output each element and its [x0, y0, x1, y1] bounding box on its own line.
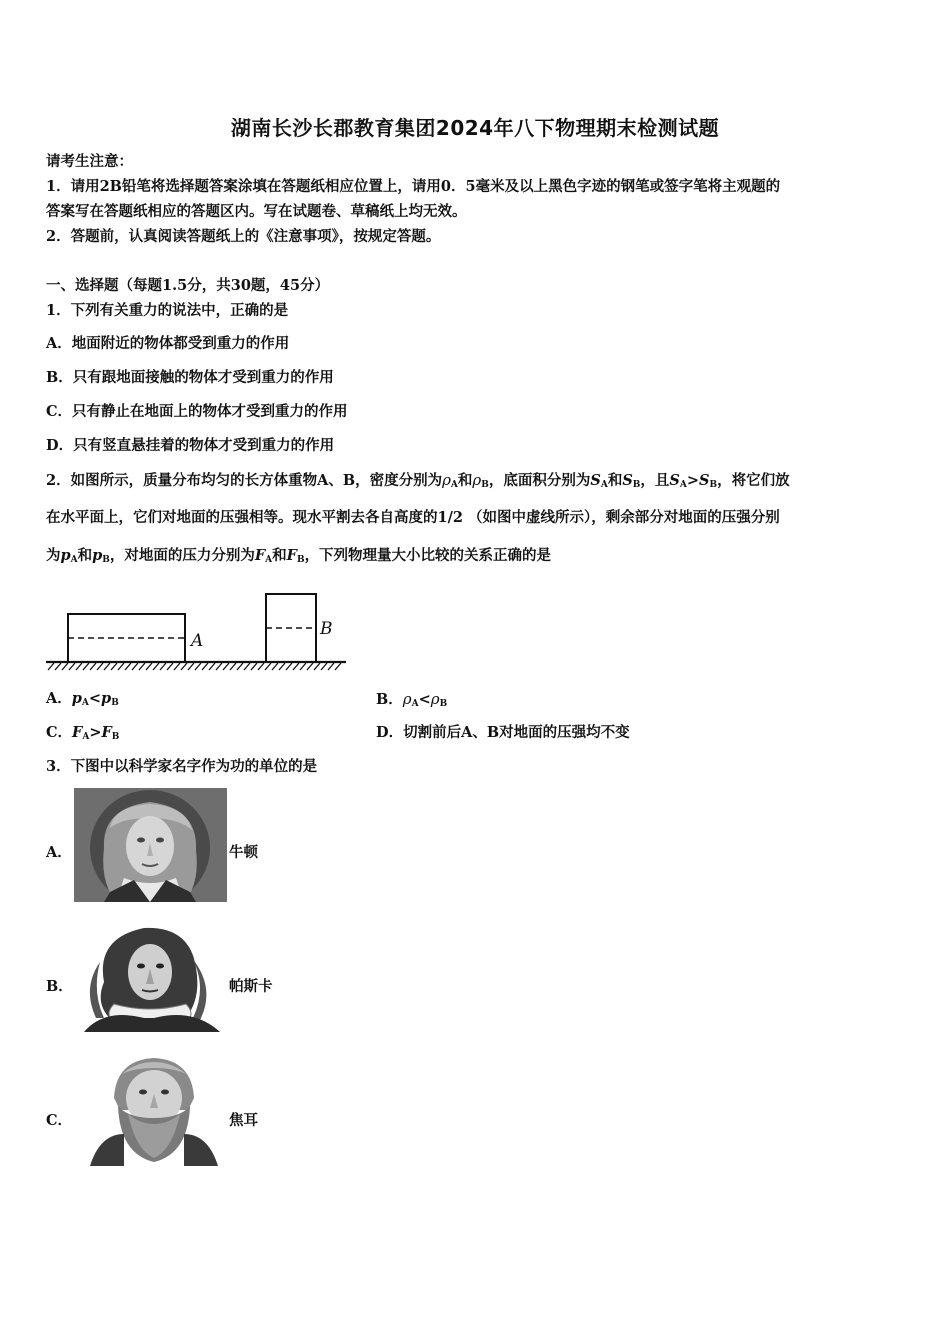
subscript-a: A: [600, 480, 608, 490]
q2-text: ，下列物理量大小比较的关系正确的是: [304, 547, 552, 564]
subscript-b: B: [439, 699, 448, 709]
q2-text: ，对地面的压力分别为: [109, 547, 255, 564]
newton-portrait-image: [74, 788, 227, 902]
lt-symbol: <: [418, 691, 431, 708]
section-heading: 一、选择题（每题1.5分，共30题，45分）: [46, 277, 330, 294]
q2-option-b: [376, 689, 447, 714]
blocks-figure: [44, 588, 354, 678]
subscript-a: A: [679, 480, 687, 490]
q3-option-c-name: 焦耳: [229, 1112, 258, 1129]
q3-option-a-name: 牛顿: [229, 844, 258, 861]
subscript-b: B: [111, 698, 119, 708]
q2-text: 为: [46, 547, 61, 564]
subscript-b: B: [111, 732, 120, 742]
q3-option-b-letter: B．: [46, 978, 73, 995]
q1-stem: 1．下列有关重力的说法中，正确的是: [46, 302, 289, 319]
option-letter: B．: [376, 691, 403, 708]
gt-symbol: >: [89, 724, 102, 741]
p-symbol: p: [101, 690, 112, 707]
rho-symbol: ρ: [442, 471, 451, 489]
gt-symbol: >: [686, 472, 700, 489]
rho-symbol: ρ: [430, 690, 440, 708]
f-symbol: F: [254, 547, 266, 564]
f-symbol: F: [286, 547, 297, 564]
s-symbol: S: [590, 472, 601, 489]
q2-stem-line-3: [46, 546, 551, 570]
rho-symbol: ρ: [472, 471, 482, 489]
subscript-a: A: [411, 699, 419, 709]
q2-option-c: [46, 723, 119, 747]
and-text: 和: [607, 472, 623, 489]
and-text: 和: [77, 547, 93, 564]
subscript-a: A: [265, 555, 273, 565]
q2-text: ，且: [640, 472, 670, 489]
p-symbol: p: [60, 547, 71, 564]
pascal-portrait-image: [74, 922, 224, 1032]
q2-stem-line-2: 在水平面上，它们对地面的压强相等。现水平割去各自高度的1/2 （如图中虚线所示），剩余部分对地面的压强分别: [46, 509, 780, 526]
s-symbol: S: [622, 472, 633, 489]
subscript-b: B: [102, 555, 110, 565]
page-title: 湖南长沙长郡教育集团2024年八下物理期末检测试题: [230, 116, 720, 140]
q3-option-b-name: 帕斯卡: [229, 978, 273, 995]
subscript-a: A: [450, 480, 458, 490]
and-text: 和: [457, 472, 473, 489]
subscript-a: A: [70, 555, 78, 565]
block-a-label: A: [191, 631, 204, 651]
q2-text: ，将它们放: [717, 472, 790, 489]
subscript-a: A: [81, 698, 89, 708]
and-text: 和: [272, 547, 287, 564]
f-symbol: F: [101, 724, 112, 741]
s-symbol: S: [669, 472, 680, 489]
rho-symbol: ρ: [402, 690, 412, 708]
subscript-b: B: [481, 480, 489, 490]
subscript-b: B: [296, 555, 305, 565]
p-symbol: p: [92, 547, 103, 564]
q1-option-b: B．只有跟地面接触的物体才受到重力的作用: [46, 369, 334, 386]
f-symbol: F: [72, 724, 83, 741]
q3-option-c-letter: C．: [46, 1112, 73, 1129]
ground-hatching: [48, 663, 341, 670]
subscript-a: A: [82, 732, 90, 742]
option-letter: A．: [46, 690, 72, 707]
q2-option-d: D．切割前后A、B对地面的压强均不变: [376, 724, 630, 741]
s-symbol: S: [699, 472, 710, 489]
joule-portrait-image: [80, 1054, 228, 1166]
q2-text: ，底面积分别为: [488, 472, 591, 489]
q2-option-a: [46, 689, 119, 713]
q3-option-a-letter: A．: [46, 844, 72, 861]
block-b-label: B: [320, 619, 333, 639]
block-a: [68, 614, 185, 662]
q2-text: 2．如图所示，质量分布均匀的长方体重物A、B，密度分别为: [46, 472, 443, 489]
notice-line-1: 1．请用2B铅笔将选择题答案涂填在答题纸相应位置上，请用0．5毫米及以上黑色字迹的钢笔或签字笔将主观题的: [46, 178, 781, 195]
notice-line-2: 答案写在答题纸相应的答题区内。写在试题卷、草稿纸上均无效。: [46, 203, 467, 220]
q2-stem-line-1: [46, 470, 790, 495]
notice-heading: 请考生注意：: [46, 153, 133, 170]
lt-symbol: <: [88, 690, 102, 707]
p-symbol: p: [71, 690, 82, 707]
q1-option-d: D．只有竖直悬挂着的物体才受到重力的作用: [46, 437, 335, 454]
subscript-b: B: [709, 480, 718, 490]
notice-line-3: 2．答题前，认真阅读答题纸上的《注意事项》，按规定答题。: [46, 228, 441, 245]
q3-stem: 3．下图中以科学家名字作为功的单位的是: [46, 758, 318, 775]
q1-option-a: A．地面附近的物体都受到重力的作用: [46, 335, 290, 352]
option-letter: C．: [46, 724, 73, 741]
q1-option-c: C．只有静止在地面上的物体才受到重力的作用: [46, 403, 348, 420]
subscript-b: B: [632, 480, 641, 490]
